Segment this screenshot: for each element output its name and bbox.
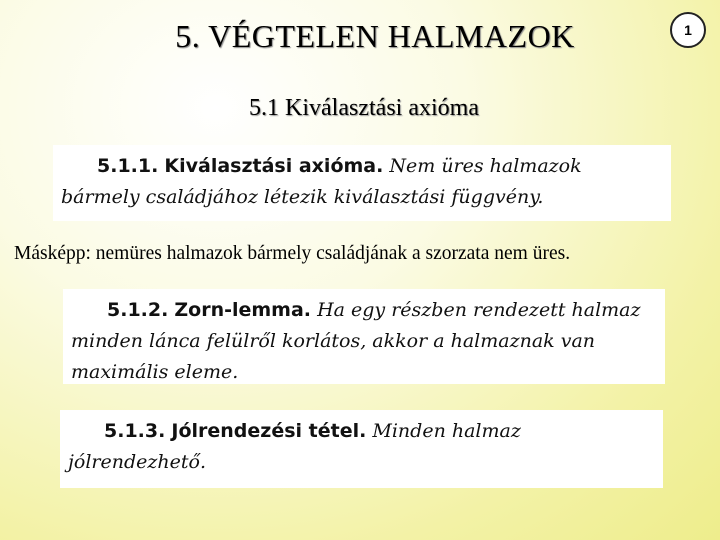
well-ordering-box	[60, 410, 663, 488]
theorem-heading: Jólrendezési tétel.	[171, 420, 367, 442]
lemma-heading: Zorn-lemma.	[174, 299, 312, 321]
zorn-lemma-box	[63, 289, 665, 384]
remark-text: Másképp: nemüres halmazok bármely családjának a szorzata nem üres.	[14, 243, 571, 264]
slide-title: 5. VÉGTELEN HALMAZOK	[175, 18, 575, 54]
lemma-number: 5.1.2.	[107, 299, 169, 321]
section-subtitle: 5.1 Kiválasztási axióma	[249, 95, 479, 121]
axiom-number: 5.1.1.	[97, 155, 159, 177]
axiom-box	[53, 145, 671, 221]
axiom-heading: Kiválasztási axióma.	[164, 155, 384, 177]
theorem-text: Minden halmaz jólrendezhető.	[68, 420, 521, 473]
lemma-text: Ha egy részben rendezett halmaz minden lánca felülről korlátos, akkor a halmaznak van maximális eleme.	[71, 299, 641, 383]
axiom-text: Nem üres halmazok bármely családjához létezik kiválasztási függvény.	[61, 155, 582, 208]
page-number-badge: 1	[670, 12, 706, 48]
theorem-number: 5.1.3.	[104, 420, 166, 442]
